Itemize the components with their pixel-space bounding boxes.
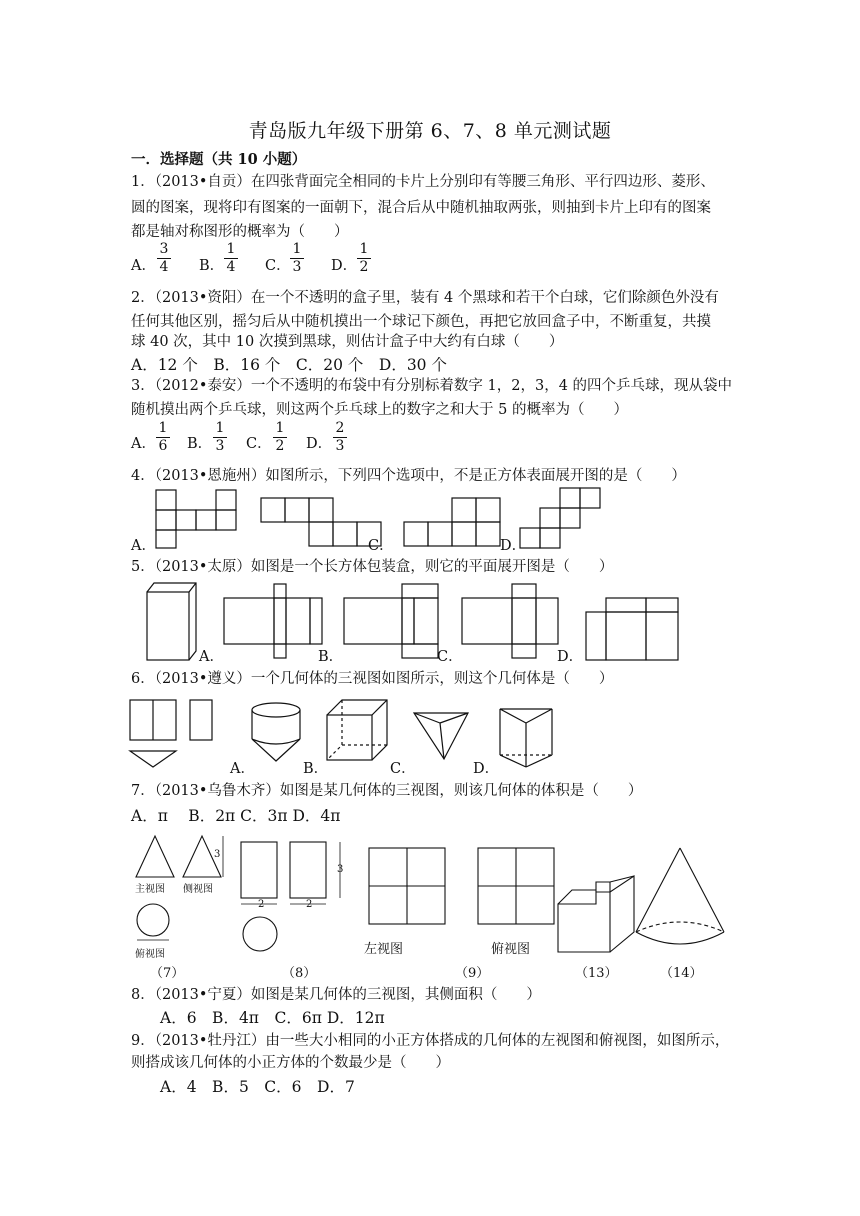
q3-option-d-label: D． <box>306 436 333 452</box>
fig8-caption: （8） <box>282 966 317 981</box>
q1-option-c-label: C． <box>265 258 291 274</box>
fig9-left-view-label: 左视图 <box>364 942 404 957</box>
q2-line1: 2．（2013•资阳）在一个不透明的盒子里，装有 4 个黑球和若干个白球，它们除颜色外没有 <box>131 290 719 306</box>
fig7-dim-3: 3 <box>214 849 221 860</box>
q9-line1: 9．（2013•牡丹江）由一些大小相同的小正方体搭成的几何体的左视图和俯视图，如图所示， <box>131 1033 730 1049</box>
q1-option-d-label: D． <box>331 258 358 274</box>
q6-option-a-solid <box>252 703 300 761</box>
fig7-top-view-label: 俯视图 <box>135 949 165 960</box>
q3-option-b-label: B． <box>187 436 213 452</box>
q3-option-a-fraction: 1 6 <box>156 421 170 454</box>
q4-net-b <box>261 498 381 546</box>
fig13-stepped-solid <box>558 876 634 952</box>
q1-option-d-fraction: 1 2 <box>357 242 371 275</box>
q6-option-d-label: D． <box>473 761 500 777</box>
q6-option-b-solid <box>327 700 387 760</box>
q6-three-views <box>130 700 212 767</box>
q6-option-b-label: B． <box>303 761 329 777</box>
q4-line1: 4．（2013•恩施州）如图所示，下列四个选项中，不是正方体表面展开图的是（ ） <box>131 468 686 484</box>
fig14-cone <box>636 848 724 944</box>
q5-box-solid <box>147 583 196 660</box>
q1-option-c-fraction: 1 3 <box>290 242 304 275</box>
q3-option-c-label: C． <box>246 436 272 452</box>
q1-line3: 都是轴对称图形的概率为（ ） <box>131 224 349 240</box>
q4-option-d-label: D． <box>500 538 527 554</box>
fig8-dim-2b: 2 <box>306 899 313 910</box>
q2-line3: 球 40 次，其中 10 次摸到黑球，则估计盒子中大约有白球（ ） <box>131 334 564 350</box>
q1-option-a-label: A． <box>131 258 156 274</box>
fig7-main-view-label: 主视图 <box>135 884 165 895</box>
q8-options: A．6 B．4π C．6π D．12π <box>160 1009 385 1027</box>
q9-options: A．4 B．5 C．6 D．7 <box>160 1078 355 1096</box>
q6-option-d-solid <box>500 709 552 767</box>
q4-net-figures <box>130 480 730 550</box>
q3-option-c-fraction: 1 2 <box>273 421 287 454</box>
q5-net-c <box>462 584 558 658</box>
q2-options: A．12 个 B．16 个 C．20 个 D．30 个 <box>131 356 447 374</box>
q1-option-b-fraction: 1 4 <box>224 242 238 275</box>
fig14-caption: （14） <box>660 966 703 981</box>
q4-net-c <box>404 498 500 546</box>
q5-option-c-label: C． <box>437 649 463 665</box>
q6-option-c-solid <box>414 713 468 759</box>
q7-line1: 7．（2013•乌鲁木齐）如图是某几何体的三视图，则该几何体的体积是（ ） <box>131 783 643 799</box>
fig13-caption: （13） <box>575 966 618 981</box>
q5-net-b <box>344 584 438 658</box>
q1-option-a-fraction: 3 4 <box>157 242 171 275</box>
q6-figures <box>128 695 548 775</box>
q5-figures <box>140 578 740 668</box>
q5-net-d <box>586 598 678 660</box>
q3-line2: 随机摸出两个乒乓球，则这两个乒乓球上的数字之和大于 5 的概率为（ ） <box>131 402 628 418</box>
q4-option-a-label: A． <box>131 538 156 554</box>
fig9-caption: （9） <box>455 966 490 981</box>
q1-option-b-label: B． <box>199 258 225 274</box>
q2-line2: 任何其他区别，摇匀后从中随机摸出一个球记下颜色，再把它放回盒子中，不断重复，共摸 <box>131 314 711 330</box>
section-heading: 一．选择题（共 10 小题） <box>131 151 307 168</box>
q3-option-a-label: A． <box>131 436 156 452</box>
q4-net-a <box>156 490 236 548</box>
q5-line1: 5．（2013•太原）如图是一个长方体包装盒，则它的平面展开图是（ ） <box>131 559 614 575</box>
q9-line2: 则搭成该几何体的小正方体的个数最少是（ ） <box>131 1055 450 1071</box>
fig7-side-view-label: 侧视图 <box>183 884 213 895</box>
q6-option-a-label: A． <box>230 761 255 777</box>
fig7-caption: （7） <box>150 966 185 981</box>
q8-line1: 8．（2013•宁夏）如图是某几何体的三视图，其侧面积（ ） <box>131 987 541 1003</box>
fig9-top-view <box>478 848 554 924</box>
q5-option-d-label: D． <box>557 649 584 665</box>
q3-option-d-fraction: 2 3 <box>333 421 347 454</box>
q1-line1: 1．（2013•自贡）在四张背面完全相同的卡片上分别印有等腰三角形、平行四边形、菱形、 <box>131 174 715 190</box>
fig8-dim-3: 3 <box>337 864 344 875</box>
page-title: 青岛版九年级下册第 6、7、8 单元测试题 <box>248 120 612 142</box>
q5-option-a-label: A． <box>199 649 224 665</box>
q6-option-c-label: C． <box>390 761 416 777</box>
fig9-left-view <box>369 848 445 924</box>
q7-options: A．π B．2π C．3π D．4π <box>131 807 341 825</box>
q4-option-c-label: C． <box>368 538 394 554</box>
q3-line1: 3．（2012•泰安）一个不透明的布袋中有分别标着数字 1，2，3，4 的四个乒乓球，现从袋中 <box>131 378 733 394</box>
q3-option-b-fraction: 1 3 <box>213 421 227 454</box>
fig8-three-views <box>241 842 340 951</box>
fig9-top-view-label: 俯视图 <box>491 942 531 957</box>
q5-net-a <box>224 584 322 658</box>
q5-option-b-label: B． <box>318 649 344 665</box>
q1-line2: 圆的图案，现将印有图案的一面朝下，混合后从中随机抽取两张，则抽到卡片上印有的图案 <box>131 200 711 216</box>
q4-net-d <box>520 488 600 548</box>
q6-line1: 6．（2013•遵义）一个几何体的三视图如图所示，则这个几何体是（ ） <box>131 671 614 687</box>
fig8-dim-2a: 2 <box>258 899 265 910</box>
